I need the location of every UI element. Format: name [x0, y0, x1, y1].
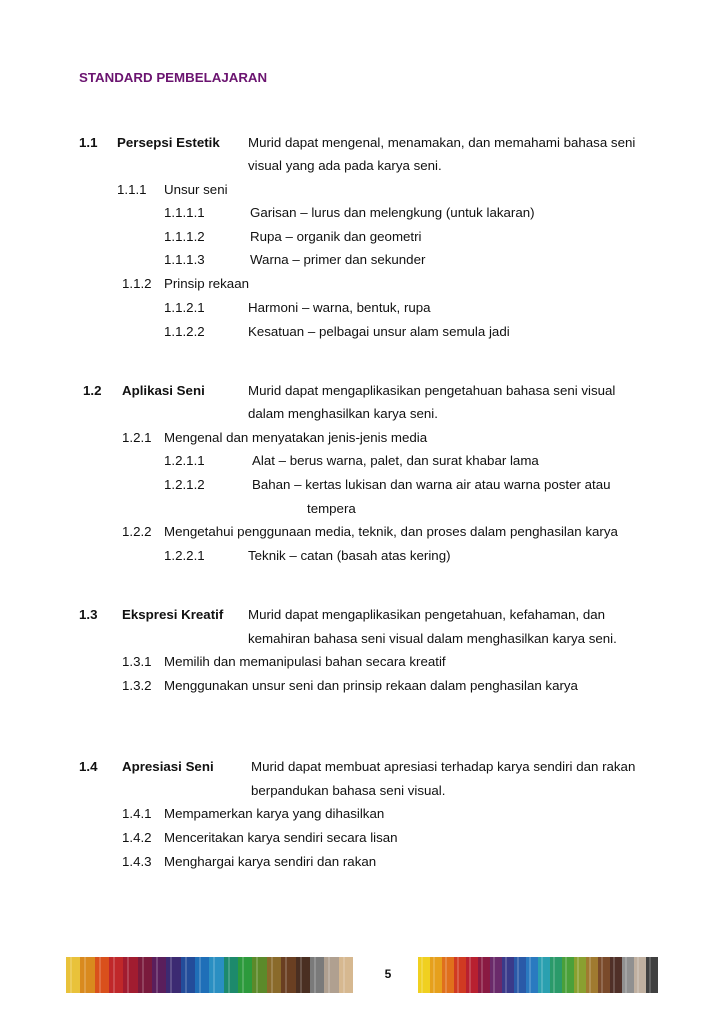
pencil — [181, 957, 195, 993]
pencils-image-left — [66, 957, 353, 993]
subsection-number: 1.3.2 — [122, 678, 152, 693]
pencil — [324, 957, 338, 993]
item-number: 1.1.2.2 — [164, 324, 205, 339]
subsection-number: 1.2.1 — [122, 430, 152, 445]
section-title: Aplikasi Seni — [122, 383, 205, 398]
section-number: 1.2 — [83, 383, 102, 398]
section-description-line2: kemahiran bahasa seni visual dalam menghasilkan karya seni. — [248, 631, 617, 646]
subsection-number: 1.1.1 — [117, 182, 147, 197]
pencil — [454, 957, 466, 993]
subsection-number: 1.4.3 — [122, 854, 152, 869]
pencil — [478, 957, 490, 993]
pencil — [123, 957, 137, 993]
pencil — [281, 957, 295, 993]
pencil — [574, 957, 586, 993]
item-text: Bahan – kertas lukisan dan warna air atau warna poster atau — [252, 477, 611, 492]
section-description-line1: Murid dapat membuat apresiasi terhadap karya sendiri dan rakan — [251, 759, 636, 774]
pencil — [95, 957, 109, 993]
section-title: Apresiasi Seni — [122, 759, 214, 774]
page-number-box — [358, 957, 418, 993]
item-text: Teknik – catan (basah atas kering) — [248, 548, 451, 563]
item-text: Harmoni – warna, bentuk, rupa — [248, 300, 431, 315]
pencil — [209, 957, 223, 993]
item-number: 1.1.1.3 — [164, 252, 205, 267]
subsection-label: Memilih dan memanipulasi bahan secara kreatif — [164, 654, 446, 669]
pencil — [166, 957, 180, 993]
pencil — [238, 957, 252, 993]
pencils-image-right — [418, 957, 658, 993]
item-number: 1.1.1.2 — [164, 229, 205, 244]
section-description-line2: dalam menghasilkan karya seni. — [248, 406, 438, 421]
pencil — [339, 957, 353, 993]
section-number: 1.1 — [79, 135, 98, 150]
item-number: 1.2.1.2 — [164, 477, 205, 492]
section-description-line1: Murid dapat mengaplikasikan pengetahuan, kefahaman, dan — [248, 607, 606, 622]
item-text: Alat – berus warna, palet, dan surat khabar lama — [252, 453, 539, 468]
item-number: 1.2.1.1 — [164, 453, 205, 468]
pencil — [296, 957, 310, 993]
pencil — [152, 957, 166, 993]
pencil — [430, 957, 442, 993]
pencil — [502, 957, 514, 993]
pencil — [586, 957, 598, 993]
pencil — [109, 957, 123, 993]
item-number: 1.1.2.1 — [164, 300, 205, 315]
page-number: 5 — [384, 967, 392, 981]
section-description-line2: berpandukan bahasa seni visual. — [251, 783, 446, 798]
pencil — [646, 957, 658, 993]
section-description-line1: Murid dapat mengenal, menamakan, dan memahami bahasa seni — [248, 135, 636, 150]
subsection-number: 1.1.2 — [122, 276, 152, 291]
section-title: Persepsi Estetik — [117, 135, 220, 150]
footer-pencil-strip — [66, 957, 658, 993]
pencil — [418, 957, 430, 993]
section-number: 1.4 — [79, 759, 98, 774]
subsection-number: 1.4.1 — [122, 806, 152, 821]
pencil — [267, 957, 281, 993]
pencil — [66, 957, 80, 993]
subsection-number: 1.2.2 — [122, 524, 152, 539]
pencil — [562, 957, 574, 993]
subsection-number: 1.3.1 — [122, 654, 152, 669]
page-heading: STANDARD PEMBELAJARAN — [79, 70, 268, 85]
subsection-label: Mengetahui penggunaan media, teknik, dan proses dalam penghasilan karya — [164, 524, 618, 539]
subsection-number: 1.4.2 — [122, 830, 152, 845]
pencil — [514, 957, 526, 993]
pencil — [538, 957, 550, 993]
subsection-label: Menceritakan karya sendiri secara lisan — [164, 830, 398, 845]
pencil — [466, 957, 478, 993]
pencil — [598, 957, 610, 993]
pencil — [138, 957, 152, 993]
item-text: Garisan – lurus dan melengkung (untuk lakaran) — [250, 205, 535, 220]
item-text: Rupa – organik dan geometri — [250, 229, 422, 244]
section-number: 1.3 — [79, 607, 98, 622]
pencil — [195, 957, 209, 993]
pencil — [622, 957, 634, 993]
pencil — [610, 957, 622, 993]
item-text: Kesatuan – pelbagai unsur alam semula jadi — [248, 324, 510, 339]
item-text: Warna – primer dan sekunder — [250, 252, 426, 267]
subsection-label: Prinsip rekaan — [164, 276, 249, 291]
subsection-label: Menggunakan unsur seni dan prinsip rekaan dalam penghasilan karya — [164, 678, 578, 693]
pencil — [310, 957, 324, 993]
pencil — [442, 957, 454, 993]
section-description-line1: Murid dapat mengaplikasikan pengetahuan bahasa seni visual — [248, 383, 616, 398]
subsection-label: Menghargai karya sendiri dan rakan — [164, 854, 377, 869]
item-text-continuation: tempera — [307, 501, 356, 516]
section-description-line2: visual yang ada pada karya seni. — [248, 158, 442, 173]
item-number: 1.1.1.1 — [164, 205, 205, 220]
item-number: 1.2.2.1 — [164, 548, 205, 563]
pencil — [634, 957, 646, 993]
pencil — [550, 957, 562, 993]
subsection-label: Mengenal dan menyatakan jenis-jenis media — [164, 430, 428, 445]
pencil — [224, 957, 238, 993]
section-title: Ekspresi Kreatif — [122, 607, 224, 622]
subsection-label: Unsur seni — [164, 182, 228, 197]
pencil — [526, 957, 538, 993]
pencil — [490, 957, 502, 993]
subsection-label: Mempamerkan karya yang dihasilkan — [164, 806, 385, 821]
pencil — [80, 957, 94, 993]
pencil — [252, 957, 266, 993]
